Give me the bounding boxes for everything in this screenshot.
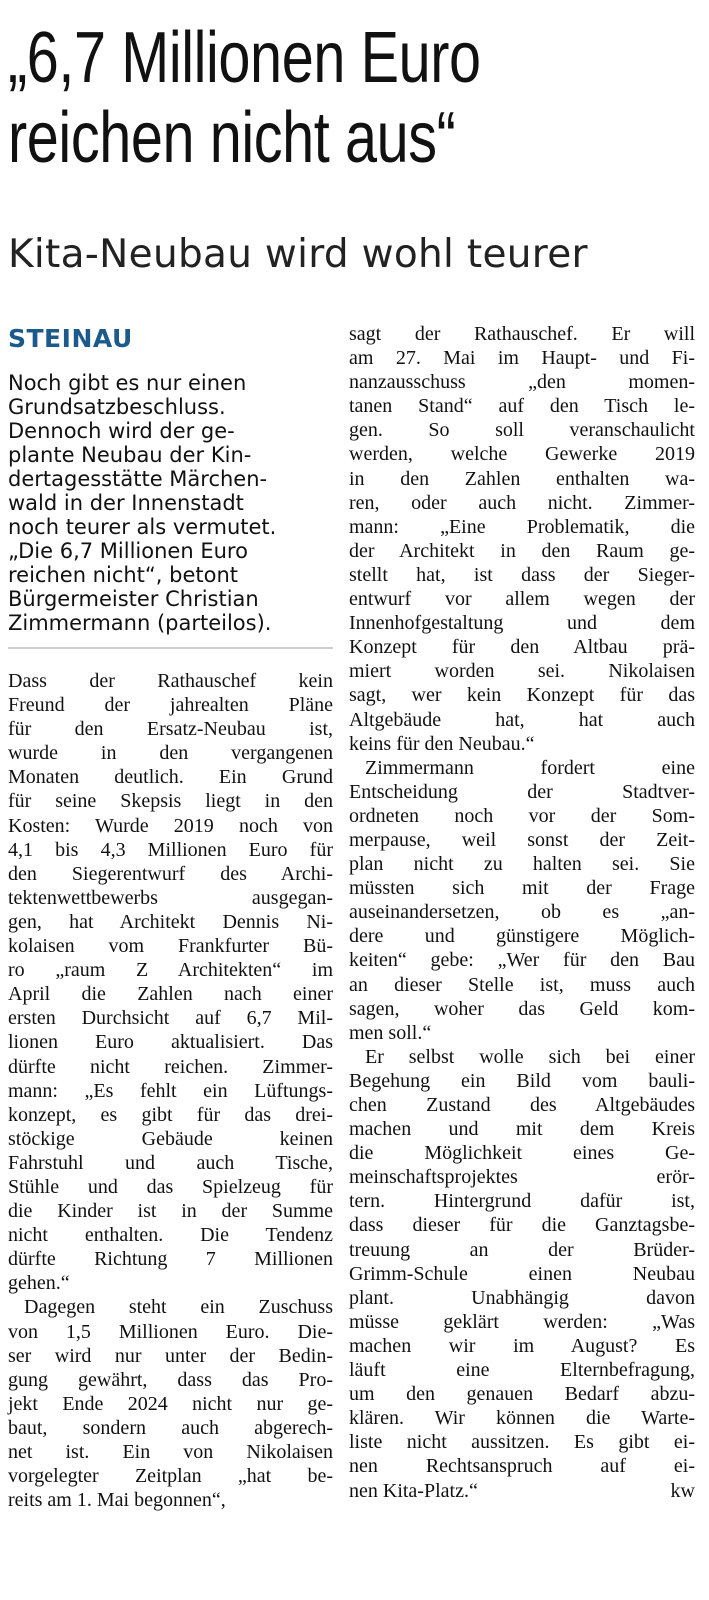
lead-line: plante Neubau der Kin- — [8, 443, 252, 467]
text-line: ordneten noch vor der Som- — [349, 804, 695, 827]
text-line: plant. Unabhängig davon — [349, 1286, 695, 1309]
text-line: keiten“ gebe: „Wer für den Bau — [349, 949, 695, 972]
text-line: die Kinder ist in der Summe — [8, 1200, 333, 1223]
text-line: nicht enthalten. Die Tendenz — [8, 1224, 333, 1247]
text-line: gung gewährt, dass das Pro- — [8, 1368, 333, 1391]
dateline: STEINAU — [8, 324, 133, 353]
text-line: für den Ersatz-Neubau ist, — [8, 718, 333, 741]
text-line: Konzept für den Altbau prä- — [349, 636, 695, 659]
text-line: sagt, wer kein Konzept für das — [349, 684, 695, 707]
lead-line: Zimmermann (parteilos). — [8, 611, 272, 635]
text-line: chen Zustand des Altgebäudes — [349, 1094, 695, 1116]
text-line: Altgebäude hat, hat auch — [349, 708, 695, 731]
text-line: merpause, weil sonst der Zeit- — [349, 828, 695, 851]
text-line: Dass der Rathauschef kein — [8, 670, 333, 692]
lead-line: Grundsatzbeschluss. — [8, 395, 226, 419]
lead-line: reichen nicht“, betont — [8, 563, 239, 587]
text-line: von 1,5 Millionen Euro. Die- — [8, 1320, 333, 1343]
lead-line: „Die 6,7 Millionen Euro — [8, 539, 248, 563]
text-line: ser wird nur unter der Bedin- — [8, 1344, 333, 1367]
text-line: der Architekt in den Raum ge- — [349, 539, 695, 562]
text-line: stöckige Gebäude keinen — [8, 1127, 333, 1150]
headline-line-1: „6,7 Millionen Euro — [8, 18, 481, 98]
subheadline: Kita-Neubau wird wohl teurer — [8, 232, 588, 277]
text-line: kolaisen vom Frankfurter Bü- — [8, 935, 333, 958]
text-line: treuung an der Brüder- — [349, 1238, 695, 1261]
text-line: an dieser Stelle ist, muss auch — [349, 973, 695, 996]
text-line: müsse geklärt werden: „Was — [349, 1310, 695, 1333]
text-line: ren, oder auch nicht. Zimmer- — [349, 491, 695, 514]
text-line: nen Kita-Platz.“ kw — [349, 1479, 695, 1502]
text-line: in den Zahlen enthalten wa- — [349, 467, 695, 490]
text-line: April die Zahlen nach einer — [8, 983, 333, 1006]
text-line: liste nicht aussitzen. Es gibt ei- — [349, 1431, 695, 1454]
article-column-right — [349, 322, 695, 1503]
text-line: jekt Ende 2024 nicht nur ge- — [8, 1392, 333, 1415]
text-line: müssten sich mit der Frage — [349, 877, 695, 900]
lead-line: Noch gibt es nur einen — [8, 371, 247, 395]
text-line: Freund der jahrealten Pläne — [8, 694, 333, 717]
text-line: den Siegerentwurf des Archi- — [8, 862, 333, 885]
text-line: Monaten deutlich. Ein Grund — [8, 766, 333, 789]
text-line: die Möglichkeit eines Ge- — [349, 1142, 695, 1165]
text-line: 4,1 bis 4,3 Millionen Euro für — [8, 838, 333, 861]
lead-line: Bürgermeister Christian — [8, 587, 259, 611]
lead-line: wald in der Innenstadt — [8, 491, 244, 515]
text-line: sagen, woher das Geld kom- — [349, 997, 695, 1020]
text-line: sagt der Rathauschef. Er will — [349, 323, 695, 345]
text-line: läuft eine Elternbefragung, — [349, 1359, 695, 1382]
headline — [8, 18, 560, 178]
lead-line: Dennoch wird der ge- — [8, 419, 235, 443]
text-line: konzept, es gibt für das drei- — [8, 1103, 333, 1126]
text-line: vorgelegter Zeitplan „hat be- — [8, 1465, 333, 1488]
lead-paragraph — [8, 371, 333, 649]
text-line: dere und günstigere Möglich- — [349, 925, 695, 948]
text-line: Stühle und das Spielzeug für — [8, 1175, 333, 1198]
text-line: um den genauen Bedarf abzu- — [349, 1383, 695, 1406]
text-line: gen, hat Architekt Dennis Ni- — [8, 910, 333, 933]
text-line: Kosten: Wurde 2019 noch von — [8, 814, 333, 837]
text-line: tern. Hintergrund dafür ist, — [349, 1190, 695, 1213]
text-line: meinschaftsprojektes erör- — [349, 1166, 695, 1189]
text-line: ersten Durchsicht auf 6,7 Mil- — [8, 1007, 333, 1030]
text-line: keins für den Neubau.“ — [349, 732, 535, 755]
text-line: dürfte nicht reichen. Zimmer- — [8, 1055, 333, 1078]
text-line: entwurf vor allem wegen der — [349, 588, 695, 611]
text-line: nanzausschuss „den momen- — [349, 371, 695, 394]
text-line: mann: „Es fehlt ein Lüftungs- — [8, 1079, 333, 1102]
text-line: machen und mit dem Kreis — [349, 1118, 695, 1141]
text-line: auseinandersetzen, ob es „an- — [349, 901, 695, 924]
text-line: ro „raum Z Architekten“ im — [8, 959, 333, 982]
text-line: Fahrstuhl und auch Tische, — [8, 1151, 333, 1174]
text-line: machen wir im August? Es — [349, 1334, 695, 1357]
text-line: werden, welche Gewerke 2019 — [349, 443, 695, 466]
text-line: am 27. Mai im Haupt- und Fi- — [349, 347, 695, 370]
text-line: Begehung ein Bild vom bauli- — [349, 1069, 695, 1092]
text-line: reits am 1. Mai begonnen“, — [8, 1489, 226, 1512]
text-line: lionen Euro aktualisiert. Das — [8, 1031, 333, 1054]
text-line: wurde in den vergangenen — [8, 742, 333, 765]
text-line: für seine Skepsis liegt in den — [8, 790, 333, 813]
text-line: Innenhofgestaltung und dem — [349, 612, 695, 635]
body-text-left — [8, 669, 333, 1512]
text-line: dass dieser für die Ganztagsbe- — [349, 1214, 695, 1237]
text-line: mann: „Eine Problematik, die — [349, 515, 695, 538]
text-line: baut, sondern auch abgerech- — [8, 1416, 333, 1439]
text-line: Zimmermann fordert eine — [365, 756, 695, 779]
text-line: Grimm-Schule einen Neubau — [349, 1262, 695, 1285]
text-line: stellt hat, ist dass der Sieger- — [349, 563, 695, 586]
body-text-right — [349, 322, 695, 1503]
text-line: men soll.“ — [349, 1021, 432, 1044]
text-line: Er selbst wolle sich bei einer — [365, 1045, 695, 1068]
article-column-left — [8, 324, 333, 1512]
text-line: klären. Wir können die Warte- — [349, 1407, 695, 1430]
text-line: tanen Stand“ auf den Tisch le- — [349, 395, 695, 418]
text-line: dürfte Richtung 7 Millionen — [8, 1248, 333, 1271]
text-line: Dagegen steht ein Zuschuss — [24, 1296, 333, 1319]
text-line: net ist. Ein von Nikolaisen — [8, 1441, 333, 1463]
text-line: Entscheidung der Stadtver- — [349, 780, 695, 803]
text-line: plan nicht zu halten sei. Sie — [349, 853, 695, 876]
text-line: gen. So soll veranschaulicht — [349, 419, 695, 442]
lead-line: noch teurer als vermutet. — [8, 515, 277, 539]
headline-line-2: reichen nicht aus“ — [8, 98, 456, 178]
text-line: miert worden sei. Nikolaisen — [349, 660, 695, 683]
text-line: gehen.“ — [8, 1272, 70, 1295]
text-line: tektenwettbewerbs ausgegan- — [8, 886, 333, 909]
lead-line: dertagesstätte Märchen- — [8, 467, 268, 491]
text-line: nen Rechtsanspruch auf ei- — [349, 1455, 695, 1478]
author-initials: kw — [670, 1479, 695, 1502]
